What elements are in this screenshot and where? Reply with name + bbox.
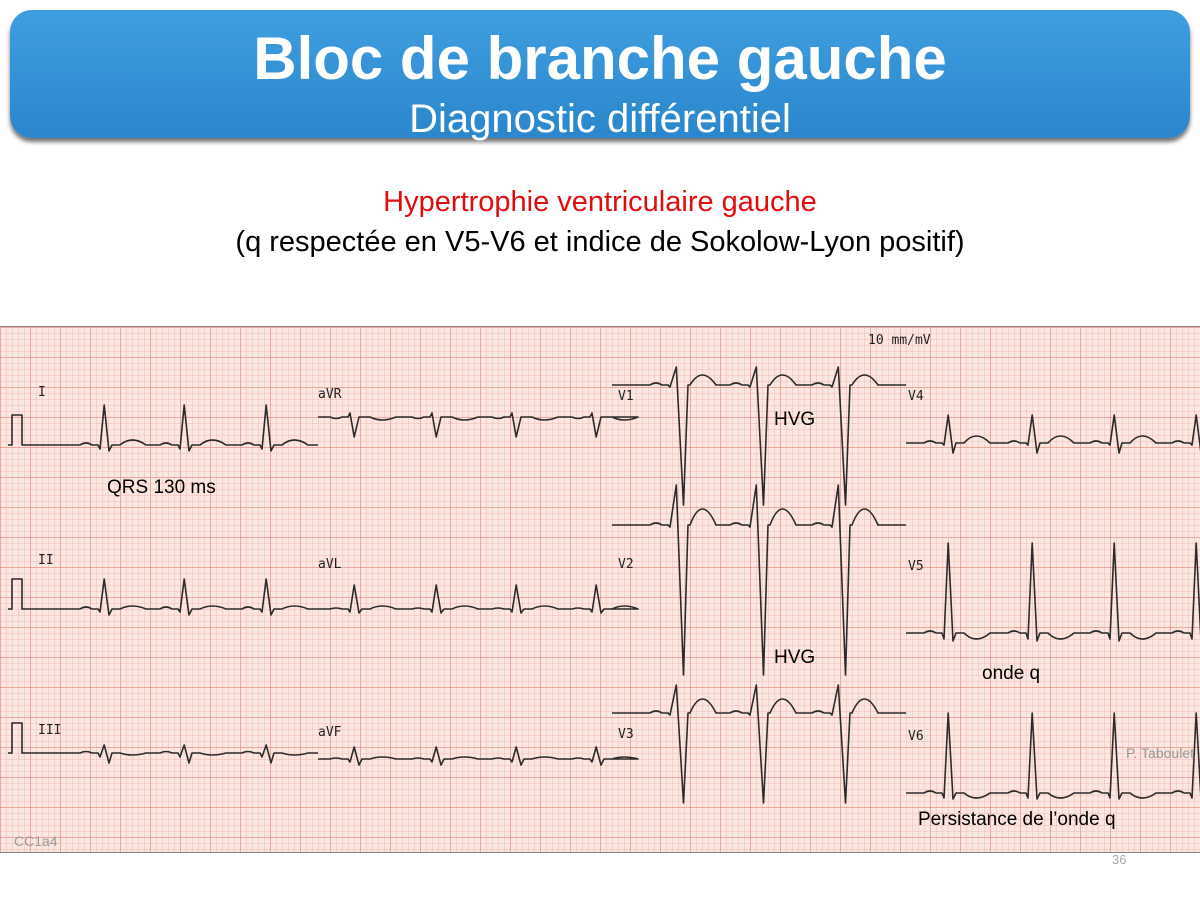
lead-label-I: I xyxy=(38,385,46,400)
lead-label-V1: V1 xyxy=(618,389,634,404)
lead-label-V3: V3 xyxy=(618,727,634,742)
hvg-annotation-bottom: HVG xyxy=(774,647,816,668)
lead-label-aVR: aVR xyxy=(318,387,342,402)
lead-label-V6: V6 xyxy=(908,729,924,744)
ecg-tracing xyxy=(0,326,1200,853)
ecg-waveforms xyxy=(0,327,1200,852)
author-credit: P. Taboulet xyxy=(1126,745,1194,761)
trace-lead-V1 xyxy=(612,367,906,505)
page-number: 36 xyxy=(1112,852,1127,867)
trace-lead-V3 xyxy=(612,685,906,803)
lead-label-aVF: aVF xyxy=(318,725,342,740)
trace-lead-V4 xyxy=(906,415,1200,453)
trace-lead-V2 xyxy=(612,485,906,675)
trace-lead-aVR xyxy=(318,413,638,437)
onde-q-annotation: onde q xyxy=(982,663,1041,684)
title-banner xyxy=(10,10,1190,141)
trace-lead-aVF xyxy=(318,747,638,765)
hvg-annotation-top: HVG xyxy=(774,409,816,430)
trace-lead-I xyxy=(8,405,318,451)
lead-label-V2: V2 xyxy=(618,557,634,572)
lead-label-III: III xyxy=(38,723,62,738)
trace-lead-aVL xyxy=(318,585,638,613)
lead-label-II: II xyxy=(38,553,54,568)
caption-detail: (q respectée en V5-V6 et indice de Sokolow-Lyon positif) xyxy=(235,226,965,258)
calibration-label: 10 mm/mV xyxy=(868,333,931,348)
source-tag: CC1a4 xyxy=(14,833,58,849)
slide-title: Bloc de branche gauche xyxy=(253,25,947,92)
lead-label-aVL: aVL xyxy=(318,557,342,572)
persistance-annotation: Persistance de l’onde q xyxy=(918,809,1116,830)
qrs-duration-annotation: QRS 130 ms xyxy=(107,477,216,498)
trace-lead-II xyxy=(8,579,318,615)
slide-subtitle: Diagnostic différentiel xyxy=(409,97,791,141)
caption-heading: Hypertrophie ventriculaire gauche xyxy=(383,186,817,218)
lead-label-V4: V4 xyxy=(908,389,924,404)
trace-lead-V5 xyxy=(906,543,1200,641)
lead-label-V5: V5 xyxy=(908,559,924,574)
